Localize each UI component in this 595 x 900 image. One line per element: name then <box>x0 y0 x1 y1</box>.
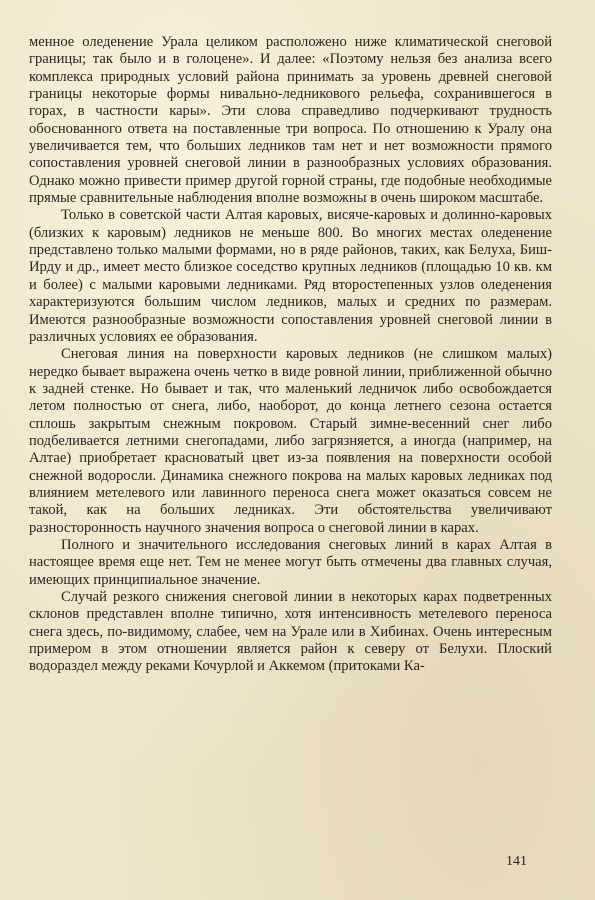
paragraph-5: Случай резкого снижения снеговой линии в некоторых карах подветренных склонов представлен вполне типично, хотя интенсивность метелевого переноса снега здесь, по-видимому, слабее, чем на Урале или в Хибинах. Очень интересным примером в этом отношении является район к северу от Белухи. Плоский водораздел между реками Кочурлой и Аккемом (притоками Ка- <box>29 589 552 675</box>
paragraph-4: Полного и значительного исследования снеговых линий в карах Алтая в настоящее время еще нет. Тем не менее могут быть отмечены два главных случая, имеющих принципиальное значение. <box>29 536 552 588</box>
body-text <box>29 34 552 676</box>
paragraph-3: Снеговая линия на поверхности каровых ледников (не слишком малых) нередко бывает выражена очень четко в виде ровной линии, приближенной обычно к задней стенке. Но бывает и так, что маленький ледничок либо освобождается летом полностью от снега, либо, наоборот, до конца летнего сезона остается сплошь закрытым снежным покровом. Старый зимне-весенний снег либо подбеливается летними снегопадами, либо загрязняется, а иногда (например, на Алтае) приобретает красноватый цвет из-за появления на поверхности особой снежной водоросли. Динамика снежного покрова на малых каровых ледниках под влиянием метелевого или лавинного переноса снега может оказаться совсем не такой, как на больших ледниках. Эти обстоятельства увеличивают разносторонность научного значения вопроса о снеговой линии в карах. <box>29 346 552 536</box>
paragraph-1: менное оледенение Урала целиком расположено ниже климатической снеговой границы; так было и в голоцене». И далее: «Поэтому нельзя без анализа всего комплекса природных условий района принимать за уровень древней снеговой границы некоторые формы нивально-ледникового рельефа, сохранившегося в горах, в частности кары». Эти слова справедливо подчеркивают трудность обоснованного ответа на поставленные три вопроса. По отношению к Уралу она увеличивается тем, что больших ледников там нет и нет возможности прямого сопоставления уровней снеговой линии в разнообразных условиях образования. Однако можно привести пример другой горной страны, где подобные необходимые прямые сравнительные наблюдения вполне возможны в очень широком масштабе. <box>29 34 552 207</box>
paragraph-2: Только в советской части Алтая каровых, висяче-каровых и долинно-каровых (близких к каровым) ледников не меньше 800. Во многих местах оледенение представлено только малыми формами, но в ряде районов, таких, как Белуха, Биш-Ирду и др., имеет место близкое соседство крупных ледников (площадью 10 кв. км и более) с малыми каровыми ледниками. Ряд второстепенных узлов оледенения характеризуются большим числом ледников, малых и средних по размерам. Имеются разнообразные возможности сопоставления уровней снеговой линии в различных условиях ее образования. <box>29 207 552 345</box>
page-number: 141 <box>506 854 527 869</box>
